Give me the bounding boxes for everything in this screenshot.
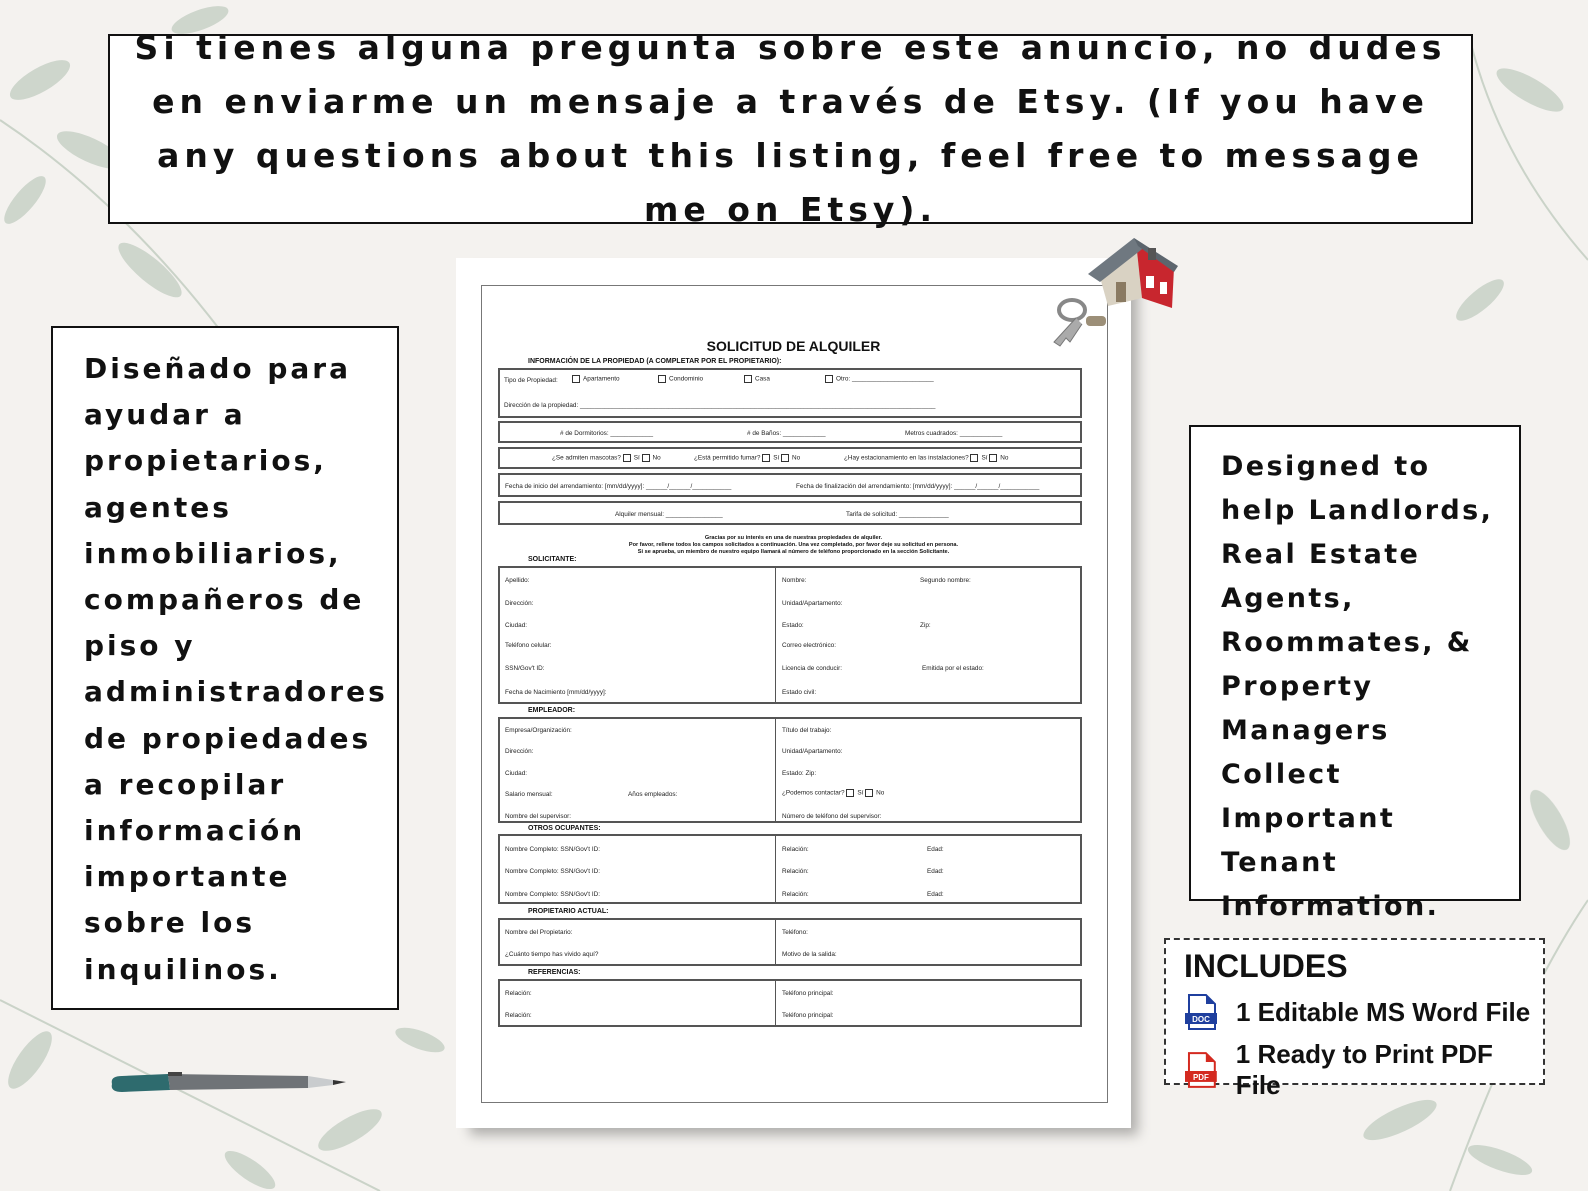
section-employer: EMPLEADOR: xyxy=(528,707,576,714)
employer-state-zip-field[interactable]: Estado: Zip: xyxy=(782,770,817,777)
occupants-table xyxy=(498,834,1082,904)
option-casa xyxy=(744,375,770,383)
first-name-field[interactable]: Nombre: xyxy=(782,577,807,584)
yes-label: Sí xyxy=(633,454,640,462)
occupant-relation-field[interactable]: Relación: xyxy=(782,868,809,875)
employer-table xyxy=(498,717,1082,823)
pets-question xyxy=(552,454,661,462)
employer-address-field[interactable]: Dirección: xyxy=(505,748,534,755)
last-name-field[interactable]: Apellido: xyxy=(505,577,530,584)
no-label: No xyxy=(876,789,885,797)
doc-icon-label: DOC xyxy=(1192,1015,1210,1024)
instructions-notice xyxy=(456,535,1131,556)
company-field[interactable]: Empresa/Organización: xyxy=(505,727,572,734)
landlord-name-field[interactable]: Nombre del Propietario: xyxy=(505,929,573,936)
rooms-row xyxy=(498,421,1082,443)
checkbox[interactable] xyxy=(658,375,666,383)
applicant-table xyxy=(498,566,1082,704)
checkbox[interactable] xyxy=(970,454,978,462)
lease-start-field[interactable]: Fecha de inicio del arrendamiento: [mm/dd/yyyy]: ______/______/___________ xyxy=(505,483,732,490)
notice-line: Gracias por su interés en una de nuestras propiedades de alquiler. xyxy=(704,535,883,541)
lease-dates-row xyxy=(498,473,1082,497)
occupant-name-field[interactable]: Nombre Completo: SSN/Gov't ID: xyxy=(505,891,600,898)
includes-item-word-label: 1 Editable MS Word File xyxy=(1236,996,1531,1027)
landlord-phone-field[interactable]: Teléfono: xyxy=(782,929,808,936)
may-contact-label: ¿Podemos contactar? xyxy=(782,789,845,797)
checkbox[interactable] xyxy=(762,454,770,462)
question-banner xyxy=(108,28,1473,229)
reason-leaving-field[interactable]: Motivo de la salida: xyxy=(782,951,837,958)
option-label: Apartamento xyxy=(583,375,620,383)
years-employed-field[interactable]: Años empleados: xyxy=(628,791,678,798)
no-label: No xyxy=(652,454,661,462)
reference-phone-field[interactable]: Teléfono principal: xyxy=(782,990,834,997)
parking-question xyxy=(844,454,1008,462)
includes-box xyxy=(1164,938,1545,1100)
yes-label: Sí xyxy=(981,454,988,462)
smoking-question xyxy=(694,454,800,462)
checkbox[interactable] xyxy=(572,375,580,383)
house-keys-icon xyxy=(1050,238,1185,353)
references-table xyxy=(498,979,1082,1027)
occupant-relation-field[interactable]: Relación: xyxy=(782,891,809,898)
salary-field[interactable]: Salario mensual: xyxy=(505,791,553,798)
property-address-field[interactable]: Dirección de la propiedad: ____________________________________________________________________________________________________ xyxy=(504,402,936,409)
yes-label: Sí xyxy=(857,789,864,797)
pen-icon xyxy=(108,1070,348,1100)
may-contact-question xyxy=(782,789,884,797)
middle-name-field[interactable]: Segundo nombre: xyxy=(920,577,971,584)
rent-row xyxy=(498,501,1082,525)
option-apartamento xyxy=(572,375,620,383)
square-meters-field[interactable]: Metros cuadrados: ____________ xyxy=(905,430,1003,437)
pdf-file-icon xyxy=(1184,1051,1218,1089)
doc-file-icon xyxy=(1184,993,1218,1031)
email-field[interactable]: Correo electrónico: xyxy=(782,642,836,649)
license-field[interactable]: Licencia de conducir: xyxy=(782,665,843,672)
checkbox[interactable] xyxy=(781,454,789,462)
no-label: No xyxy=(1000,454,1009,462)
option-condominio xyxy=(658,375,703,383)
section-applicant: SOLICITANTE: xyxy=(528,556,577,563)
occupant-name-field[interactable]: Nombre Completo: SSN/Gov't ID: xyxy=(505,868,600,875)
option-label: Otro: _______________________ xyxy=(836,375,934,383)
monthly-rent-field[interactable]: Alquiler mensual: ________________ xyxy=(615,511,723,518)
pdf-icon-label: PDF xyxy=(1192,1072,1209,1082)
occupant-age-field[interactable]: Edad: xyxy=(927,846,944,853)
state-field[interactable]: Estado: xyxy=(782,622,804,629)
checkbox[interactable] xyxy=(865,789,873,797)
checkbox[interactable] xyxy=(846,789,854,797)
address-field[interactable]: Dirección: xyxy=(505,600,534,607)
application-fee-field[interactable]: Tarifa de solicitud: ______________ xyxy=(846,511,949,518)
spanish-description-text: Diseñado para ayudar a propietarios, agentes inmobiliarios, compañeros de piso y administradores de propiedades a recopilar información importante sobre los inquilinos. xyxy=(84,352,388,986)
yes-label: Sí xyxy=(773,454,780,462)
parking-label: ¿Hay estacionamiento en las instalaciones? xyxy=(844,454,969,462)
section-current-landlord: PROPIETARIO ACTUAL: xyxy=(528,908,609,915)
employer-unit-field[interactable]: Unidad/Apartamento: xyxy=(782,748,843,755)
column-divider xyxy=(775,836,776,902)
zip-field[interactable]: Zip: xyxy=(920,622,931,629)
property-type-label: Tipo de Propiedad: xyxy=(504,377,558,384)
bedrooms-field[interactable]: # de Dormitorios: ____________ xyxy=(560,430,654,437)
option-label: Condominio xyxy=(669,375,704,383)
smoking-label: ¿Está permitido fumar? xyxy=(694,454,761,462)
includes-item-word xyxy=(1184,993,1543,1031)
reference-relation-field[interactable]: Relación: xyxy=(505,990,532,997)
city-field[interactable]: Ciudad: xyxy=(505,622,528,629)
no-label: No xyxy=(792,454,801,462)
occupant-age-field[interactable]: Edad: xyxy=(927,891,944,898)
reference-phone-field[interactable]: Teléfono principal: xyxy=(782,1012,834,1019)
occupant-relation-field[interactable]: Relación: xyxy=(782,846,809,853)
english-description-text: Designed to help Landlords, Real Estate Agents, Roommates, & Property Managers Collect Important Tenant Information. xyxy=(1221,451,1494,922)
time-lived-field[interactable]: ¿Cuánto tiempo has vivido aquí? xyxy=(505,951,599,958)
includes-title: INCLUDES xyxy=(1184,948,1348,984)
property-type-row xyxy=(498,368,1082,418)
form-title: SOLICITUD DE ALQUILER xyxy=(706,338,881,354)
marital-status-field[interactable]: Estado civil: xyxy=(782,689,817,696)
job-title-field[interactable]: Título del trabajo: xyxy=(782,727,832,734)
notice-line: Por favor, rellene todos los campos solicitados a continuación. Una vez completado, por favor deje su solicitud en persona. xyxy=(628,542,959,548)
birth-date-field[interactable]: Fecha de Nacimiento [mm/dd/yyyy]: xyxy=(505,689,607,696)
employer-city-field[interactable]: Ciudad: xyxy=(505,770,528,777)
checkbox[interactable] xyxy=(642,454,650,462)
occupant-age-field[interactable]: Edad: xyxy=(927,868,944,875)
english-description-box xyxy=(1189,425,1521,922)
issuing-state-field[interactable]: Emitida por el estado: xyxy=(922,665,984,672)
spanish-description-box xyxy=(51,326,399,1010)
unit-field[interactable]: Unidad/Apartamento: xyxy=(782,600,843,607)
question-banner-text: Si tienes alguna pregunta sobre este anuncio, no dudes en enviarme un mensaje a través de Etsy. (If you have any questions about this listing, feel free to message me on Etsy). xyxy=(134,28,1447,229)
column-divider xyxy=(775,920,776,964)
cell-phone-field[interactable]: Teléfono celular: xyxy=(505,642,552,649)
includes-item-pdf-label: 1 Ready to Print PDF File xyxy=(1235,1039,1493,1100)
section-other-occupants: OTROS OCUPANTES: xyxy=(528,825,601,832)
checkbox[interactable] xyxy=(744,375,752,383)
option-otro xyxy=(825,375,934,383)
checkbox[interactable] xyxy=(623,454,631,462)
pets-label: ¿Se admiten mascotas? xyxy=(552,454,621,462)
includes-item-pdf xyxy=(1184,1039,1543,1101)
column-divider xyxy=(775,568,776,702)
notice-line: Si se aprueba, un miembro de nuestro equipo llamará al número de teléfono proporcionado en la sección Solicitante. xyxy=(637,549,950,555)
section-property: INFORMACIÓN DE LA PROPIEDAD (A COMPLETAR POR EL PROPIETARIO): xyxy=(528,358,782,365)
reference-relation-field[interactable]: Relación: xyxy=(505,1012,532,1019)
column-divider xyxy=(775,981,776,1025)
form-preview-page xyxy=(456,258,1131,1128)
option-label: Casa xyxy=(755,375,770,383)
lease-end-field[interactable]: Fecha de finalización del arrendamiento: [mm/dd/yyyy]: ______/______/___________ xyxy=(796,483,1040,490)
occupant-name-field[interactable]: Nombre Completo: SSN/Gov't ID: xyxy=(505,846,600,853)
bathrooms-field[interactable]: # de Baños: ____________ xyxy=(747,430,826,437)
supervisor-phone-field[interactable]: Número de teléfono del supervisor: xyxy=(782,813,882,820)
policies-row xyxy=(498,447,1082,469)
checkbox[interactable] xyxy=(825,375,833,383)
landlord-table xyxy=(498,918,1082,966)
ssn-field[interactable]: SSN/Gov't ID: xyxy=(505,665,545,672)
checkbox[interactable] xyxy=(989,454,997,462)
column-divider xyxy=(775,719,776,821)
section-references: REFERENCIAS: xyxy=(528,969,581,976)
supervisor-field[interactable]: Nombre del supervisor: xyxy=(505,813,572,820)
